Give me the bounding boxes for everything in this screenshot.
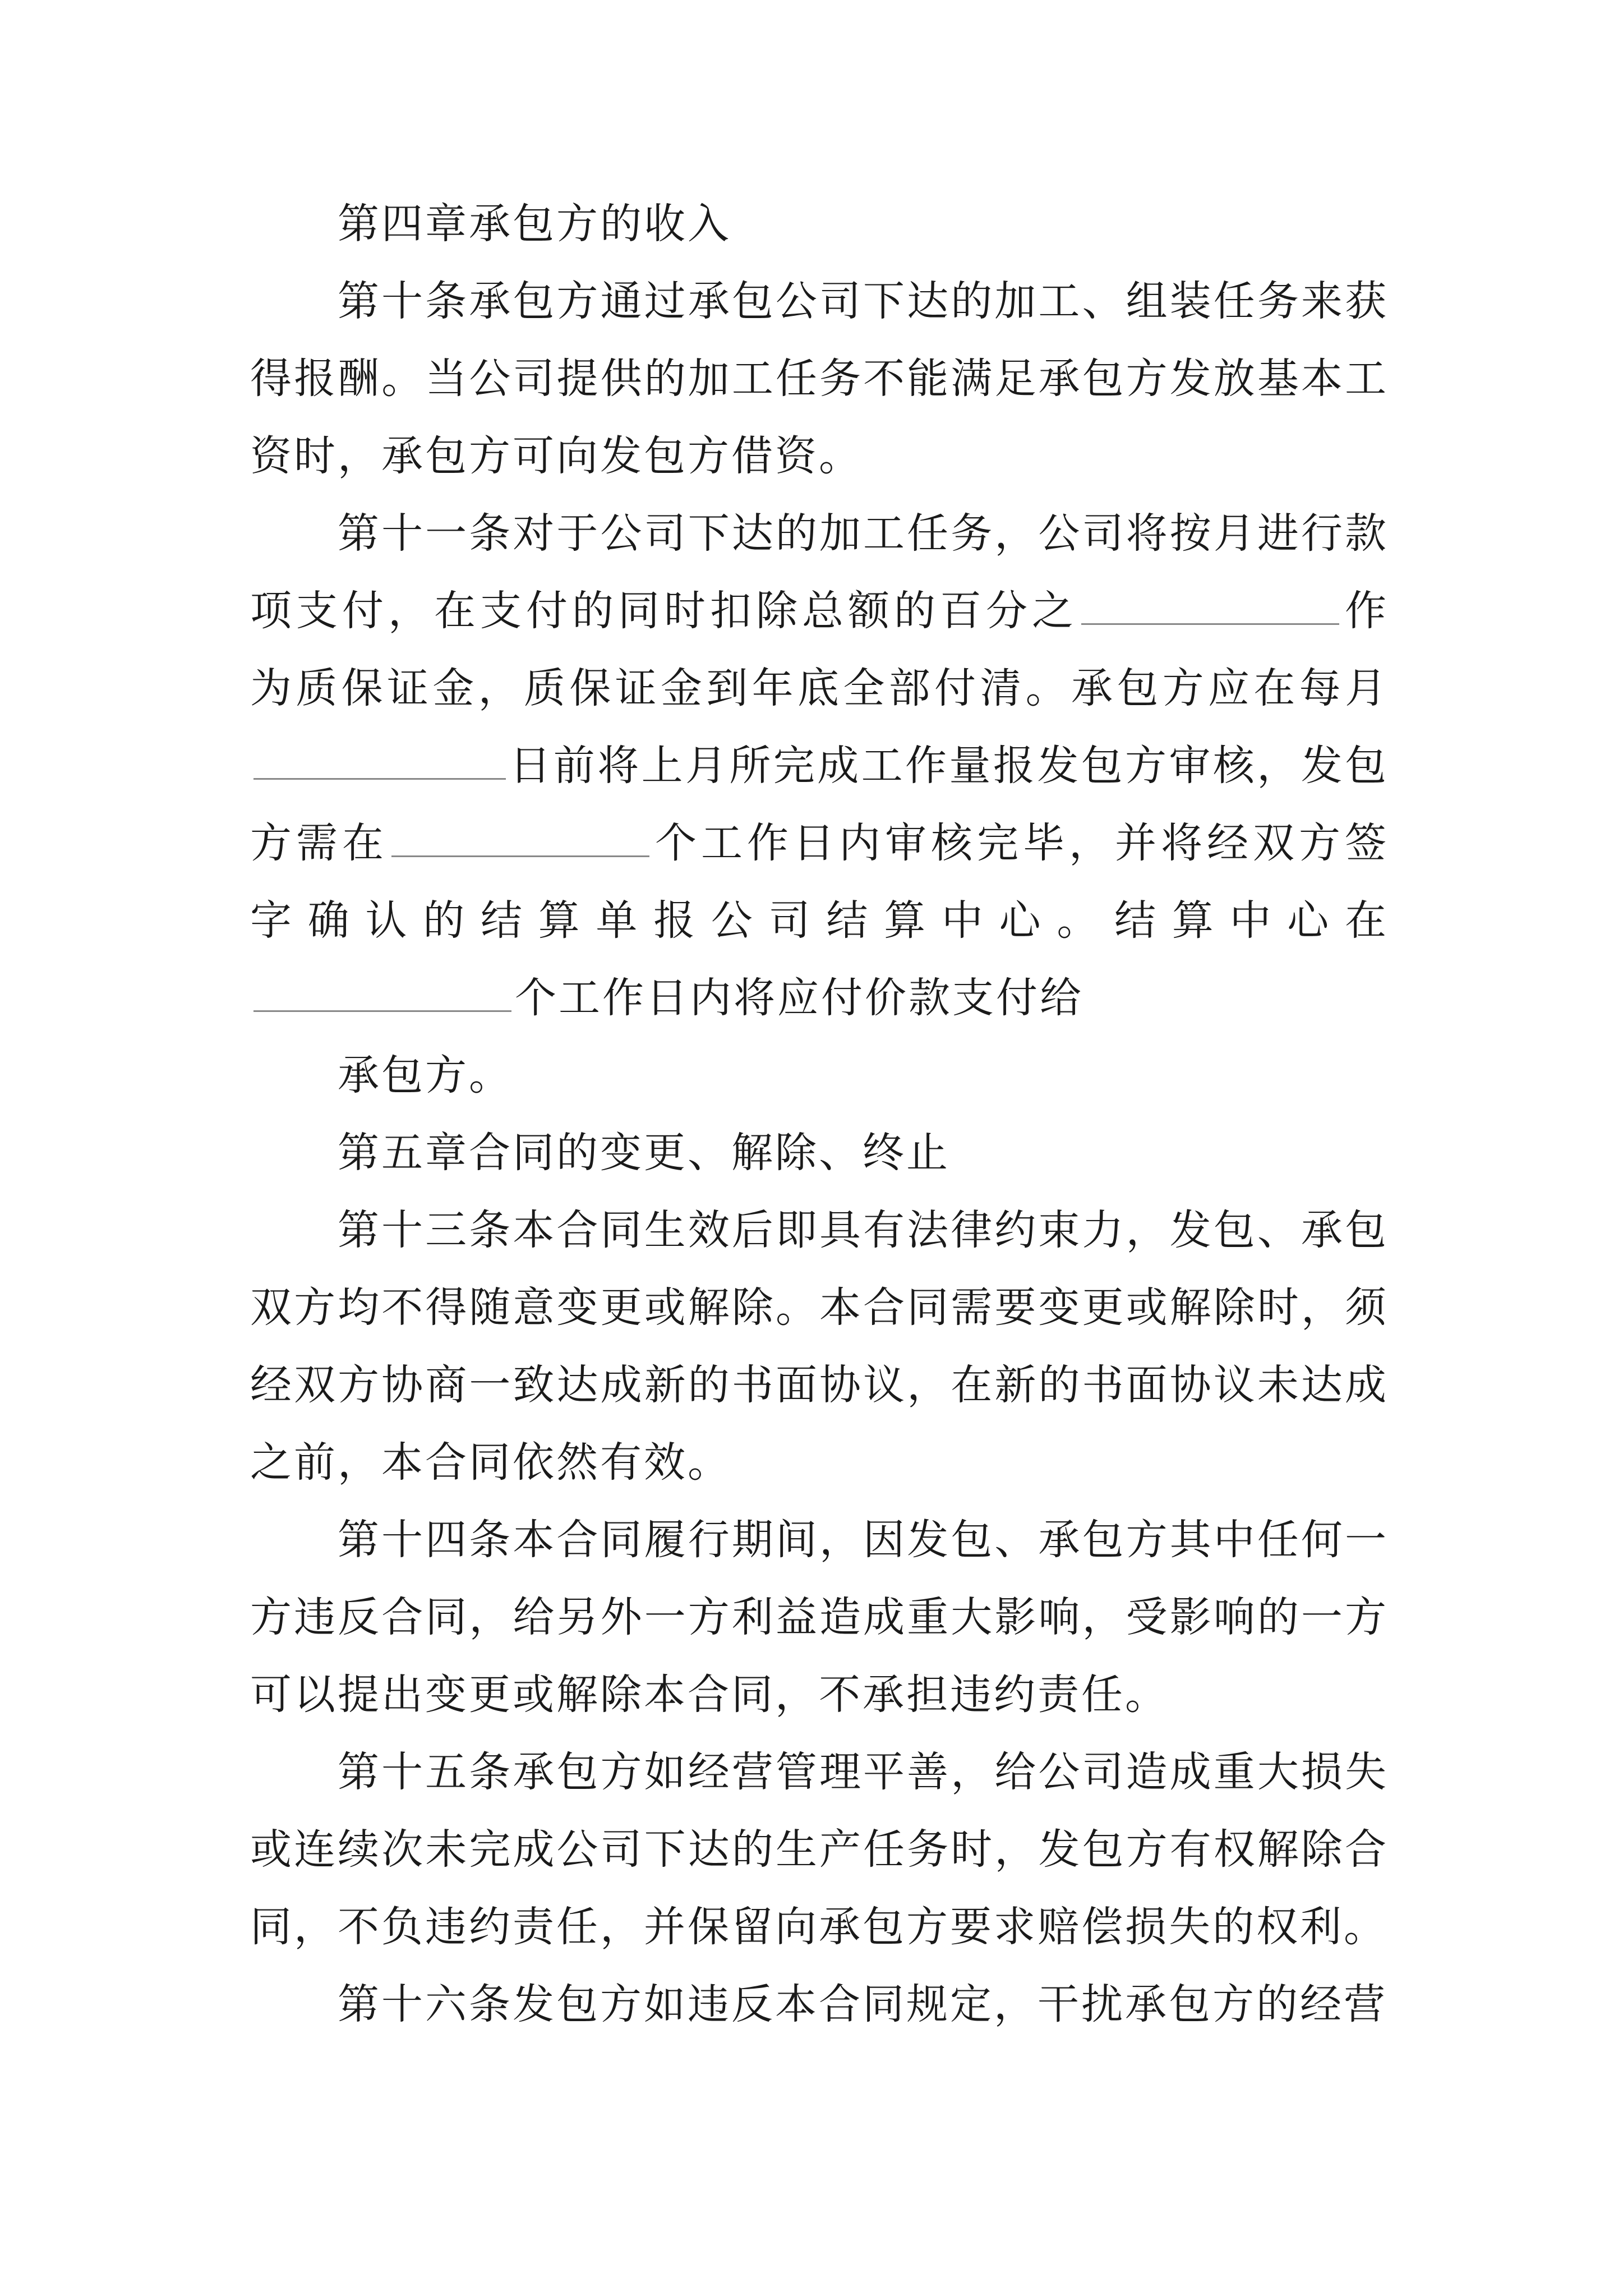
article-10: 第十条承包方通过承包公司下达的加工、组装任务来获得报酬。当公司提供的加工任务不能满足承包方发放基本工资时，承包方可向发包方借资。	[250, 277, 1389, 480]
article-11-part-2: 作为质保证金，质保证金到年底全部付清。承包方应在每月	[250, 587, 1389, 712]
article-11-part-5: 个工作日内将应付价款支付给	[515, 974, 1083, 1022]
article-11-part-3: 日前将上月所完成工作量报发包方审核，发包方需在	[250, 742, 1389, 867]
article-16: 第十六条发包方如违反本合同规定，干扰承包方的经营	[338, 1980, 1387, 2028]
article-13: 第十三条本合同生效后即具有法律约束力，发包、承包双方均不得随意变更或解除。本合同需要变更或解除时，须经双方协商一致达成新的书面协议，在新的书面协议未达成之前，本合同依然有效。	[250, 1206, 1389, 1487]
article-11	[250, 495, 1389, 1037]
article-15: 第十五条承包方如经营管理平善，给公司造成重大损失或连续次未完成公司下达的生产任务时，发包方有权解除合同，不负违约责任，并保留向承包方要求赔偿损失的权利。	[250, 1748, 1389, 1951]
article-11-part-1: 第十一条对于公司下达的加工任务，公司将按月进行款项支付，在支付的同时扣除总额的百分之	[250, 509, 1389, 635]
contract-text	[250, 185, 1389, 2043]
article-11-part-4: 个工作日内审核完毕，并将经双方签字确认的结算单报公司结算中心。结算中心在	[250, 819, 1389, 945]
article-11-continuation: 承包方。	[338, 1051, 513, 1099]
blank-day-of-month	[253, 777, 506, 780]
chapter-5-title: 第五章合同的变更、解除、终止	[338, 1129, 950, 1177]
blank-review-days	[391, 855, 649, 857]
blank-percentage	[1081, 623, 1339, 625]
blank-payment-days	[253, 1010, 511, 1012]
chapter-4-title: 第四章承包方的收入	[338, 200, 731, 248]
article-14: 第十四条本合同履行期间，因发包、承包方其中任何一方违反合同，给另外一方利益造成重大影响，受影响的一方可以提出变更或解除本合同，不承担违约责任。	[250, 1516, 1389, 1719]
